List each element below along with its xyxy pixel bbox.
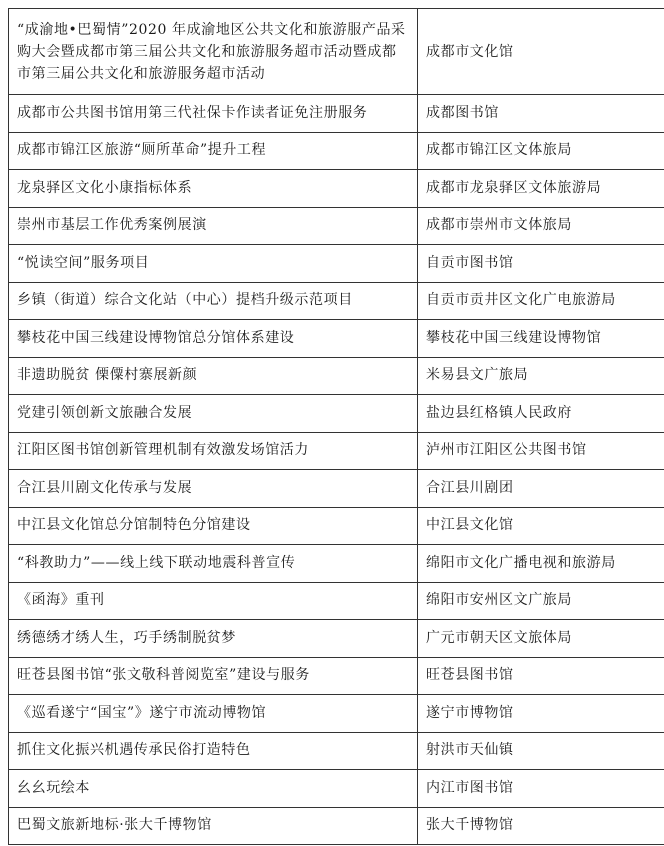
organization-cell: 旺苍县图书馆 xyxy=(418,657,664,695)
table-row xyxy=(9,245,664,283)
organization-cell: 广元市朝天区文旅体局 xyxy=(418,620,664,658)
project-name-cell: 《巡看遂宁“国宝”》遂宁市流动博物馆 xyxy=(9,695,418,733)
organization-cell: 中江县文化馆 xyxy=(418,507,664,545)
project-name-cell: 崇州市基层工作优秀案例展演 xyxy=(9,207,418,245)
table-row xyxy=(9,695,664,733)
project-name-cell: 旺苍县图书馆“张文敬科普阅览室”建设与服务 xyxy=(9,657,418,695)
organization-cell: 成都市龙泉驿区文体旅游局 xyxy=(418,170,664,208)
organization-cell: 绵阳市文化广播电视和旅游局 xyxy=(418,545,664,583)
table-row xyxy=(9,432,664,470)
table-row xyxy=(9,507,664,545)
table-row xyxy=(9,207,664,245)
project-name-cell: “成渝地•巴蜀情”2020 年成渝地区公共文化和旅游服产品采购大会暨成都市第三届公共文化和旅游服务超市活动暨成都市第三届公共文化和旅游服务超市活动 xyxy=(9,9,418,95)
table-row xyxy=(9,95,664,133)
table-row xyxy=(9,582,664,620)
project-name-cell: 《函海》重刊 xyxy=(9,582,418,620)
organization-cell: 盐边县红格镇人民政府 xyxy=(418,395,664,433)
organization-cell: 成都市锦江区文体旅局 xyxy=(418,132,664,170)
table-row xyxy=(9,620,664,658)
table-row xyxy=(9,807,664,845)
table-row xyxy=(9,9,664,95)
table-row xyxy=(9,470,664,508)
project-name-cell: 非遗助脱贫 傈僳村寨展新颜 xyxy=(9,357,418,395)
table-row xyxy=(9,357,664,395)
table-row xyxy=(9,770,664,808)
project-name-cell: 合江县川剧文化传承与发展 xyxy=(9,470,418,508)
project-name-cell: 成都市锦江区旅游“厕所革命”提升工程 xyxy=(9,132,418,170)
organization-cell: 成都图书馆 xyxy=(418,95,664,133)
table-row xyxy=(9,657,664,695)
project-name-cell: 中江县文化馆总分馆制特色分馆建设 xyxy=(9,507,418,545)
table-row xyxy=(9,132,664,170)
organization-cell: 米易县文广旅局 xyxy=(418,357,664,395)
project-name-cell: 成都市公共图书馆用第三代社保卡作读者证免注册服务 xyxy=(9,95,418,133)
project-name-cell: 乡镇（街道）综合文化站（中心）提档升级示范项目 xyxy=(9,282,418,320)
organization-cell: 自贡市图书馆 xyxy=(418,245,664,283)
project-name-cell: 龙泉驿区文化小康指标体系 xyxy=(9,170,418,208)
project-name-cell: 幺幺玩绘本 xyxy=(9,770,418,808)
table-row xyxy=(9,170,664,208)
organization-cell: 泸州市江阳区公共图书馆 xyxy=(418,432,664,470)
project-table-body xyxy=(9,9,664,845)
organization-cell: 成都市崇州市文体旅局 xyxy=(418,207,664,245)
organization-cell: 遂宁市博物馆 xyxy=(418,695,664,733)
project-name-cell: “科教助力”——线上线下联动地震科普宣传 xyxy=(9,545,418,583)
organization-cell: 射洪市天仙镇 xyxy=(418,732,664,770)
project-name-cell: “悦读空间”服务项目 xyxy=(9,245,418,283)
organization-cell: 攀枝花中国三线建设博物馆 xyxy=(418,320,664,358)
table-row xyxy=(9,732,664,770)
project-name-cell: 党建引领创新文旅融合发展 xyxy=(9,395,418,433)
table-row xyxy=(9,282,664,320)
project-name-cell: 绣德绣才绣人生，巧手绣制脱贫梦 xyxy=(9,620,418,658)
project-name-cell: 抓住文化振兴机遇传承民俗打造特色 xyxy=(9,732,418,770)
organization-cell: 成都市文化馆 xyxy=(418,9,664,95)
table-row xyxy=(9,545,664,583)
project-name-cell: 江阳区图书馆创新管理机制有效激发场馆活力 xyxy=(9,432,418,470)
organization-cell: 绵阳市安州区文广旅局 xyxy=(418,582,664,620)
project-name-cell: 巴蜀文旅新地标·张大千博物馆 xyxy=(9,807,418,845)
organization-cell: 张大千博物馆 xyxy=(418,807,664,845)
table-row xyxy=(9,395,664,433)
project-table xyxy=(8,8,664,845)
table-row xyxy=(9,320,664,358)
organization-cell: 内江市图书馆 xyxy=(418,770,664,808)
organization-cell: 自贡市贡井区文化广电旅游局 xyxy=(418,282,664,320)
organization-cell: 合江县川剧团 xyxy=(418,470,664,508)
project-name-cell: 攀枝花中国三线建设博物馆总分馆体系建设 xyxy=(9,320,418,358)
